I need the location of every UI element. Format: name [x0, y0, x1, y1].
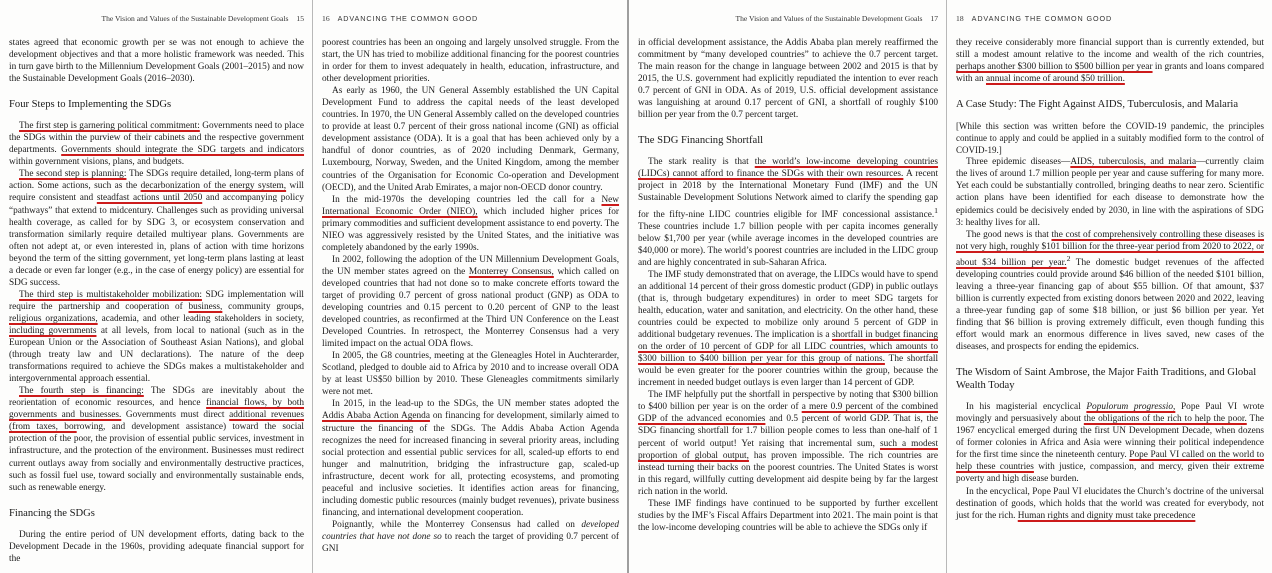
text: which called on developed countries that had not done so to make concrete efforts toward the target of providing 0.7 percent of gross national product (GNP) as ODA to developing countries and 0.15 percent to 0.20 percent of GNP to the least developed countries, as reconfirmed at the Third UN Conference on the Least Developed Countries. In retrospect, the Monterrey Consensus had a very limited impact on the actual ODA flows. [322, 266, 620, 350]
page-number: 16 [322, 13, 330, 23]
section-heading: Four Steps to Implementing the SDGs [9, 99, 172, 111]
highlight: steadfast actions until 2050 [96, 193, 203, 204]
page-number: 15 [296, 13, 305, 23]
paragraph [956, 37, 1264, 85]
section-heading: Financing the SDGs [9, 507, 95, 519]
highlight: New International Economic Order (NIEO), [322, 194, 620, 217]
highlight: such a modest proportion of global output, [638, 438, 939, 461]
italic-text: developed countries that have not done so [322, 519, 620, 542]
text: The domestic budget revenues of the affected developing countries could provide around $46 billion of the needed $101 billion, leaving a three-year financing gap of about $55 billion. Of that amount, $37 billion is currently expected from existing donors between 2020 and 2022, leaving a three-year funding gap of some $18 billion, or just $6 billion per year. Yet finding that $6 billion is proving extremely difficult, even though funding this effort would mark an enormous difference in lives saved, new cases of the diseases, and prospects for ending the epidemics. [956, 257, 1264, 353]
text: Three epidemic diseases— [966, 157, 1071, 168]
text: In the mid-1970s the developing countries led the call for a [332, 194, 602, 205]
text: Pope Paul VI wrote movingly and persuasively about [956, 402, 1264, 425]
highlight: shortfall in budget financing on the order of 10 percent of GDP for all LIDC countries, which amounts to $300 billion to $400 billion per year for this group of nations. [638, 330, 939, 365]
highlight: Monterrey Consensus, [468, 266, 554, 277]
highlight: religious organizations, [9, 313, 98, 324]
paragraph-step3 [9, 289, 304, 385]
paragraph [956, 156, 1264, 228]
paragraph: states agreed that economic growth per se was not enough to achieve the development objectives and that a more holistic framework was needed. This in turn gave birth to the Millennium Development Goals (2001–2015) and now the Sustainable Development Goals (2016–2030). [9, 38, 305, 85]
highlight: financial flows, by both governments and businesses. [9, 398, 305, 421]
highlight: including governments [9, 325, 97, 336]
page-body [9, 37, 304, 565]
text: SDG implementation will require the partnership and cooperation of [9, 289, 305, 312]
page-number: 18 [956, 13, 964, 23]
text: A recent project in 2018 by the International Monetary Fund (IMF) and the UN Sustainable Development Solutions Network aimed to clarify the spending gap for the fifty-nine LIDC countries eligible for IMF concessional assistance. [638, 169, 939, 220]
highlight-italic: Populorum progressio, [1086, 402, 1176, 413]
text: they receive considerably more financial support than is currently extended, but still a modest amount relative to the income and wealth of the rich countries, [956, 38, 1264, 61]
text: —currently claim the lives of around 1.7 million people per year and cause suffering for many more. Yet each could be substantially controlled, bringing deaths to near zero. Scientific action plans have been identified for each disease to demonstrate how the epidemics could be decisively ended by 2030, in line with the aspirations of SDG 3: healthy lives for all. [956, 157, 1264, 228]
text: Governments must direct [121, 410, 230, 421]
text: and accompanying policy “pathways” that extend to midcentury. Challenges such as providing universal health coverage, as called for by SDG 3, or ecosystem conservation and transformation similarly require detailed multiyear plans. Governments are often not adept at, or even interested in, plans of action with time horizons beyond the term of the sitting government, yet long-term plans lasting at least a decade or even far longer (e.g., in the case of energy policy) are essential for SDG success. [9, 193, 305, 288]
paragraph [638, 156, 938, 269]
page-16 [313, 0, 627, 573]
highlight: Governments should integrate the SDG targets and indicators [61, 145, 305, 156]
paragraph [956, 229, 1264, 354]
text: The good news is that [966, 229, 1052, 240]
paragraph: During the entire period of UN development efforts, dating back to the Development Decade in the 1960s, providing adequate financial support for the [9, 529, 305, 564]
text: Poignantly, while the Monterrey Consensus had called on [332, 519, 582, 530]
paragraph [322, 398, 619, 518]
text: The 1967 encyclical emerged during the first UN Development Decade, when dozens of former colonies in Africa and Asia were winning their political independence for the first time since the nineteenth century. [956, 414, 1264, 461]
text: The IMF study demonstrated that on average, the LIDCs would have to spend an additional 14 percent of their gross domestic product (GDP) in public outlays (that is, through budgetary expenditures) in order to meet SDG targets for health, education, water and sanitation, and electricity. On the other hand, these countries could be expected to mobilize only around 5 percent of GDP in additional budgetary revenues. The implication is a [638, 269, 939, 341]
highlight: The fourth step is financing: [19, 386, 144, 397]
editorial-note: [While this section was written before the COVID-19 pandemic, the principles continue to apply and could be applied in a suitably modified form to the control of COVID-19.] [956, 121, 1264, 156]
highlight: Human rights and dignity must take precedence [1017, 510, 1196, 521]
paragraph [956, 401, 1264, 485]
text: at all levels, from local to national (such as in the European Union or the Association of Southeast Asian Nations), and global (through treaty law and UN declarations). The nature of the deep transformations required to achieve the SDGs makes a multistakeholder and intergovernmental approach essential. [9, 325, 305, 385]
text: in grants and loans compared with an [956, 62, 1264, 85]
text: The stark reality is that [648, 157, 755, 168]
highlight: business, [188, 301, 223, 312]
section-heading: A Case Study: The Fight Against AIDS, Tuberculosis, and Malaria [956, 99, 1239, 111]
highlight: Pope Paul VI called on the world to help these countries [956, 450, 1264, 473]
text: within government visions, plans, and budgets. [9, 157, 185, 168]
page-body [322, 37, 619, 555]
text: The shortfall would be even greater for the poorer countries within the group, because the increment in needed budget outlays is even larger than 14 percent of GDP. [638, 354, 939, 389]
page-header [956, 12, 1264, 26]
paragraph: As early as 1960, the UN General Assembly established the UN Capital Development Fund to address the capital needs of the least developed countries. In 1970, the UN General Assembly called on the developed countries to provide at least 0.7 percent of their gross national income (GNI) as official development assistance (ODA). It is a goal that has been achieved only by a handful of donor countries, as of 2020 including Denmark, Germany, Luxembourg, Norway, Sweden, and the United Kingdom, among the member countries of the Organisation for Economic Co-operation and Development (OECD), and the United Arab Emirates, a major non-OECD donor country. [322, 86, 620, 193]
highlight: The second step is planning: [19, 169, 127, 180]
text: and 0.5 percent of world GDP. That is, the SDG financing shortfall for 1.7 billion people comes to less than one-half of 1 percent of world output! Yet raising that incremental sum, [638, 414, 939, 449]
paragraph [322, 254, 619, 350]
running-title: ADVANCING THE COMMON GOOD [971, 13, 1113, 23]
page-17 [629, 0, 946, 573]
page-15 [0, 0, 312, 573]
paragraph-step4 [9, 385, 304, 493]
paragraph [638, 389, 938, 497]
text: academia, and other leading stakeholders in society, [97, 313, 304, 324]
text: The SDGs require detailed, long-term plans of action. Some actions, such as the [9, 169, 305, 192]
highlight: additional revenues (from taxes, bor [9, 410, 305, 433]
text: will require consistent and [9, 181, 305, 204]
paragraph: poorest countries has been an ongoing and largely unsolved struggle. From the start, the UN has tried to mobilize additional financing for the poorest countries in order for them to invest adequately in health, education, infrastructure, and other development priorities. [322, 38, 620, 85]
text: These countries include 1.7 billion people with per capita incomes generally below $1,700 per year (while average incomes in the developed countries are $40,000 or more). The world’s poorest countries are included in the LIDC group and are highly concentrated in sub-Saharan Africa. [638, 221, 939, 268]
highlight: decarbonization of the energy system, [140, 181, 287, 192]
running-title: The Vision and Values of the Sustainable Development Goals [101, 13, 289, 23]
section-heading: The SDG Financing Shortfall [638, 135, 764, 147]
section-heading: The Wisdom of Saint Ambrose, the Major Faith Traditions, and Global Wealth Today [956, 367, 1257, 392]
text: Governments need to place the SDGs within the purview of their cabinets and the respective government departments. [9, 121, 305, 156]
highlight: Addis Ababa Action Agenda [322, 411, 430, 422]
highlight: annual income of around $50 trillion. [985, 74, 1125, 85]
text: which included higher prices for primary commodities and sufficient development assistance to end poverty. The NIEO was aggressively resisted by the United States, and the initiative was completely abandoned by the early 1990s. [322, 206, 620, 253]
highlight: The third step is multistakeholder mobilization: [19, 289, 202, 300]
highlight: AIDS, tuberculosis, and malaria [1070, 157, 1197, 168]
text: In 2015, in the lead-up to the SDGs, the UN member states adopted the [332, 399, 620, 410]
footnote-ref[interactable]: 1 [934, 205, 939, 215]
page-body [956, 37, 1264, 522]
text: to reach the target of providing 0.7 percent of GNI [322, 531, 620, 554]
paragraph-step1 [9, 120, 304, 168]
paragraph: in official development assistance, the Addis Ababa plan merely reaffirmed the commitment by “many developed countries” to achieve the 0.7 percent target. The main reason for the change in language between 2002 and 2015 is that by 2015, the U.S. government had explicitly repudiated the intention to ever reach 0.7 percent of GNI in ODA. As of 2019, U.S. official development assistance was languishing at around 0.17 percent of GNI, a shortfall of roughly $100 billion per year from the 0.7 percent target. [638, 38, 939, 121]
page-18 [947, 0, 1272, 573]
text: has proven impossible. The rich countries are instead turning their backs on the poorest countries. The United States is worst in this regard, willfully cutting development aid despite being by far the largest rich nation in the world. [638, 450, 939, 497]
text: with justice, compassion, and mercy, given their extreme poverty and high disease burden. [956, 462, 1264, 485]
text: In the encyclical, Pope Paul VI elucidates the Church’s doctrine of the universal destination of goods, which holds that the world was created for everybody, not just for the rich. [956, 486, 1264, 521]
paragraph [322, 519, 619, 555]
highlight: a mere 0.9 percent of the combined GDP of the advanced economies [638, 402, 939, 425]
text: on financing for development, similarly aimed to structure the financing of the SDGs. The Addis Ababa Action Agenda recognizes the need for increased financing in several priority areas, including social protection and essential public services for all, scaled-up efforts to end hunger and malnutrition, bridging the infrastructure gap, scaled-up infrastructure, decent work for all, protecting ecosystems, and promoting peaceful and inclusive societies. It identifies action areas for financing, including domestic public resources (mainly budget revenues), private business financing, and international development cooperation. [322, 411, 620, 518]
text: The SDGs are inevitably about the reorientation of economic resources, and hence [9, 386, 305, 409]
highlight: the world’s low-income developing countries (LIDCs) cannot afford to finance the SDGs with their own resources. [638, 157, 939, 180]
text: In 2002, following the adoption of the UN Millennium Development Goals, the UN member states agreed on the [322, 254, 620, 277]
page-header [9, 12, 304, 26]
text: In his magisterial encyclical [966, 402, 1087, 413]
text: The IMF helpfully put the shortfall in perspective by noting that $300 billion to $400 billion per year is on the order of [638, 390, 939, 413]
paragraph: These IMF findings have continued to be supported by further excellent studies by the IMF’s Fiscal Affairs Department into 2021. The main point is that the low-income developing countries will be able to achieve the SDGs only if [638, 498, 939, 533]
highlight: perhaps another $300 billion to $500 billion per year [956, 62, 1153, 73]
highlight: The first step is garnering political commitment: [19, 121, 200, 132]
running-title: ADVANCING THE COMMON GOOD [337, 13, 479, 23]
paragraph: In 2005, the G8 countries, meeting at the Gleneagles Hotel in Auchterarder, Scotland, pledged to double aid to Africa by 2010 and to increase overall ODA by at least US$50 billion by 2010. These Gleneagles commitments similarly were not met. [322, 351, 620, 398]
highlight: the obligations of the rich to help the poor. [1083, 414, 1247, 425]
paragraph [638, 269, 938, 389]
paragraph [956, 486, 1264, 522]
page-header [322, 12, 619, 26]
text: rowing, and development assistance) toward the social protection of the poor, the provision of essential public services, investment in infrastructure, and the protection of the environment. Businesses must redirect current outlays away from socially and environmentally destructive practices, such as fossil fuel use, toward socially and environmentally sustainable ends, such as renewable energy. [9, 422, 305, 493]
page-header [638, 12, 938, 26]
footnote-ref[interactable]: 2 [1066, 253, 1071, 263]
highlight: the cost of comprehensively controlling these diseases is not very high, roughly $101 billion for the three-year period from 2020 to 2022, or about $34 billion per year. [956, 229, 1265, 268]
paragraph [322, 194, 619, 254]
paragraph-step2 [9, 168, 304, 288]
text: community groups, [222, 301, 304, 312]
running-title: The Vision and Values of the Sustainable Development Goals [735, 13, 923, 23]
page-body [638, 37, 938, 534]
page-number: 17 [930, 13, 939, 23]
